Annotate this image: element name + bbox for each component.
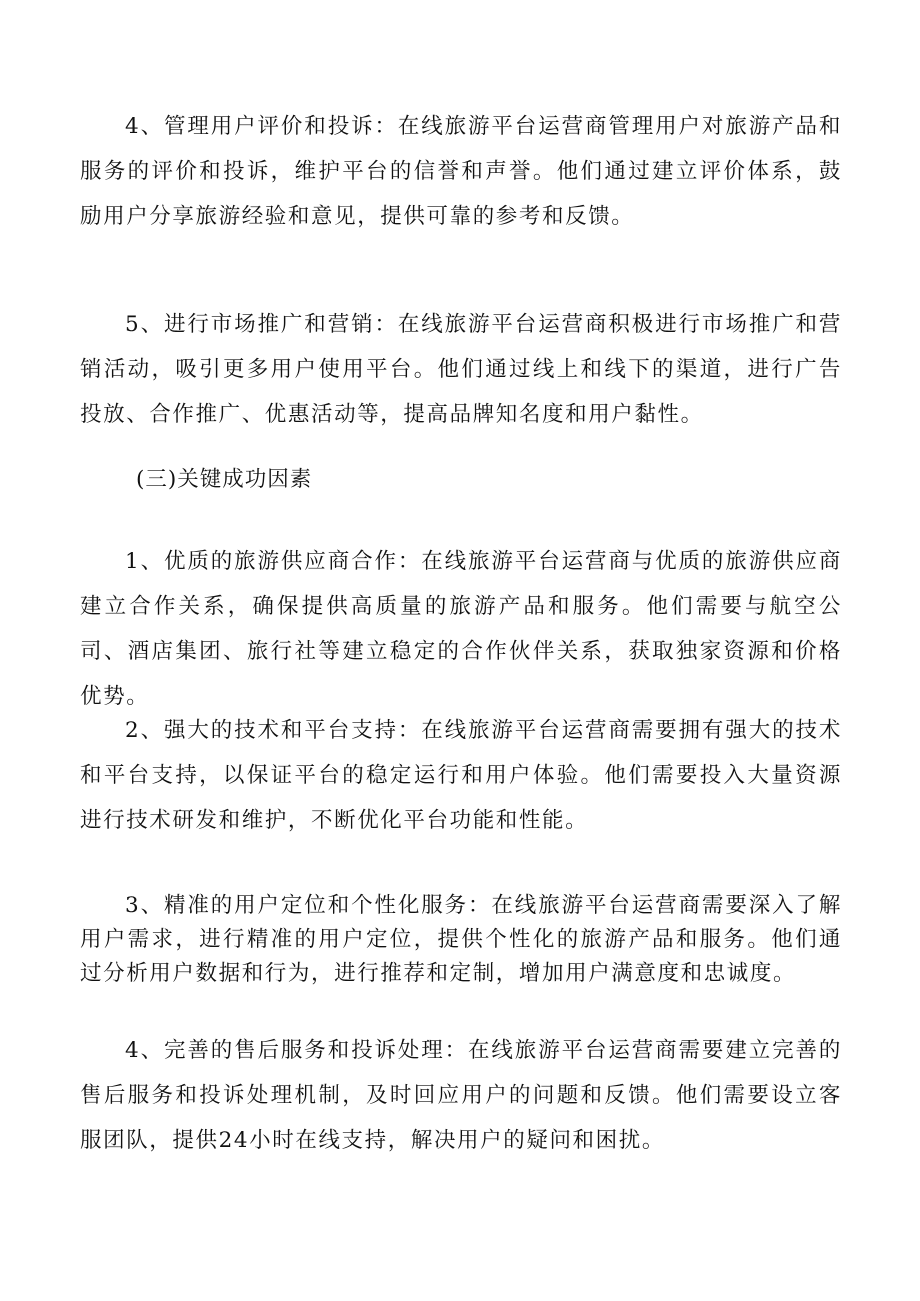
- paragraph-marketing: 5、进行市场推广和营销：在线旅游平台运营商积极进行市场推广和营销活动，吸引更多用户使用平台。他们通过线上和线下的渠道，进行广告投放、合作推广、优惠活动等，提高品牌知名度和用户黏性。: [80, 312, 842, 427]
- paragraph-manage-reviews: 4、管理用户评价和投诉：在线旅游平台运营商管理用户对旅游产品和服务的评价和投诉，维护平台的信誉和声誉。他们通过建立评价体系，鼓励用户分享旅游经验和意见，提供可靠的参考和反馈。: [80, 114, 842, 229]
- paragraph-factor-personalization: 3、精准的用户定位和个性化服务：在线旅游平台运营商需要深入了解用户需求，进行精准的用户定位，提供个性化的旅游产品和服务。他们通过分析用户数据和行为，进行推荐和定制，增加用户满意度和忠诚度。: [80, 893, 842, 986]
- paragraph-factor-after-sales: 4、完善的售后服务和投诉处理：在线旅游平台运营商需要建立完善的售后服务和投诉处理机制，及时回应用户的问题和反馈。他们需要设立客服团队，提供24小时在线支持，解决用户的疑问和困扰。: [80, 1038, 842, 1153]
- paragraph-factor-suppliers: 1、优质的旅游供应商合作：在线旅游平台运营商与优质的旅游供应商建立合作关系，确保提供高质量的旅游产品和服务。他们需要与航空公司、酒店集团、旅行社等建立稳定的合作伙伴关系，获取独家资源和价格优势。: [80, 549, 842, 709]
- section-heading: (三)关键成功因素: [136, 467, 313, 492]
- paragraph-factor-technology: 2、强大的技术和平台支持：在线旅游平台运营商需要拥有强大的技术和平台支持，以保证平台的稳定运行和用户体验。他们需要投入大量资源进行技术研发和维护，不断优化平台功能和性能。: [80, 718, 842, 833]
